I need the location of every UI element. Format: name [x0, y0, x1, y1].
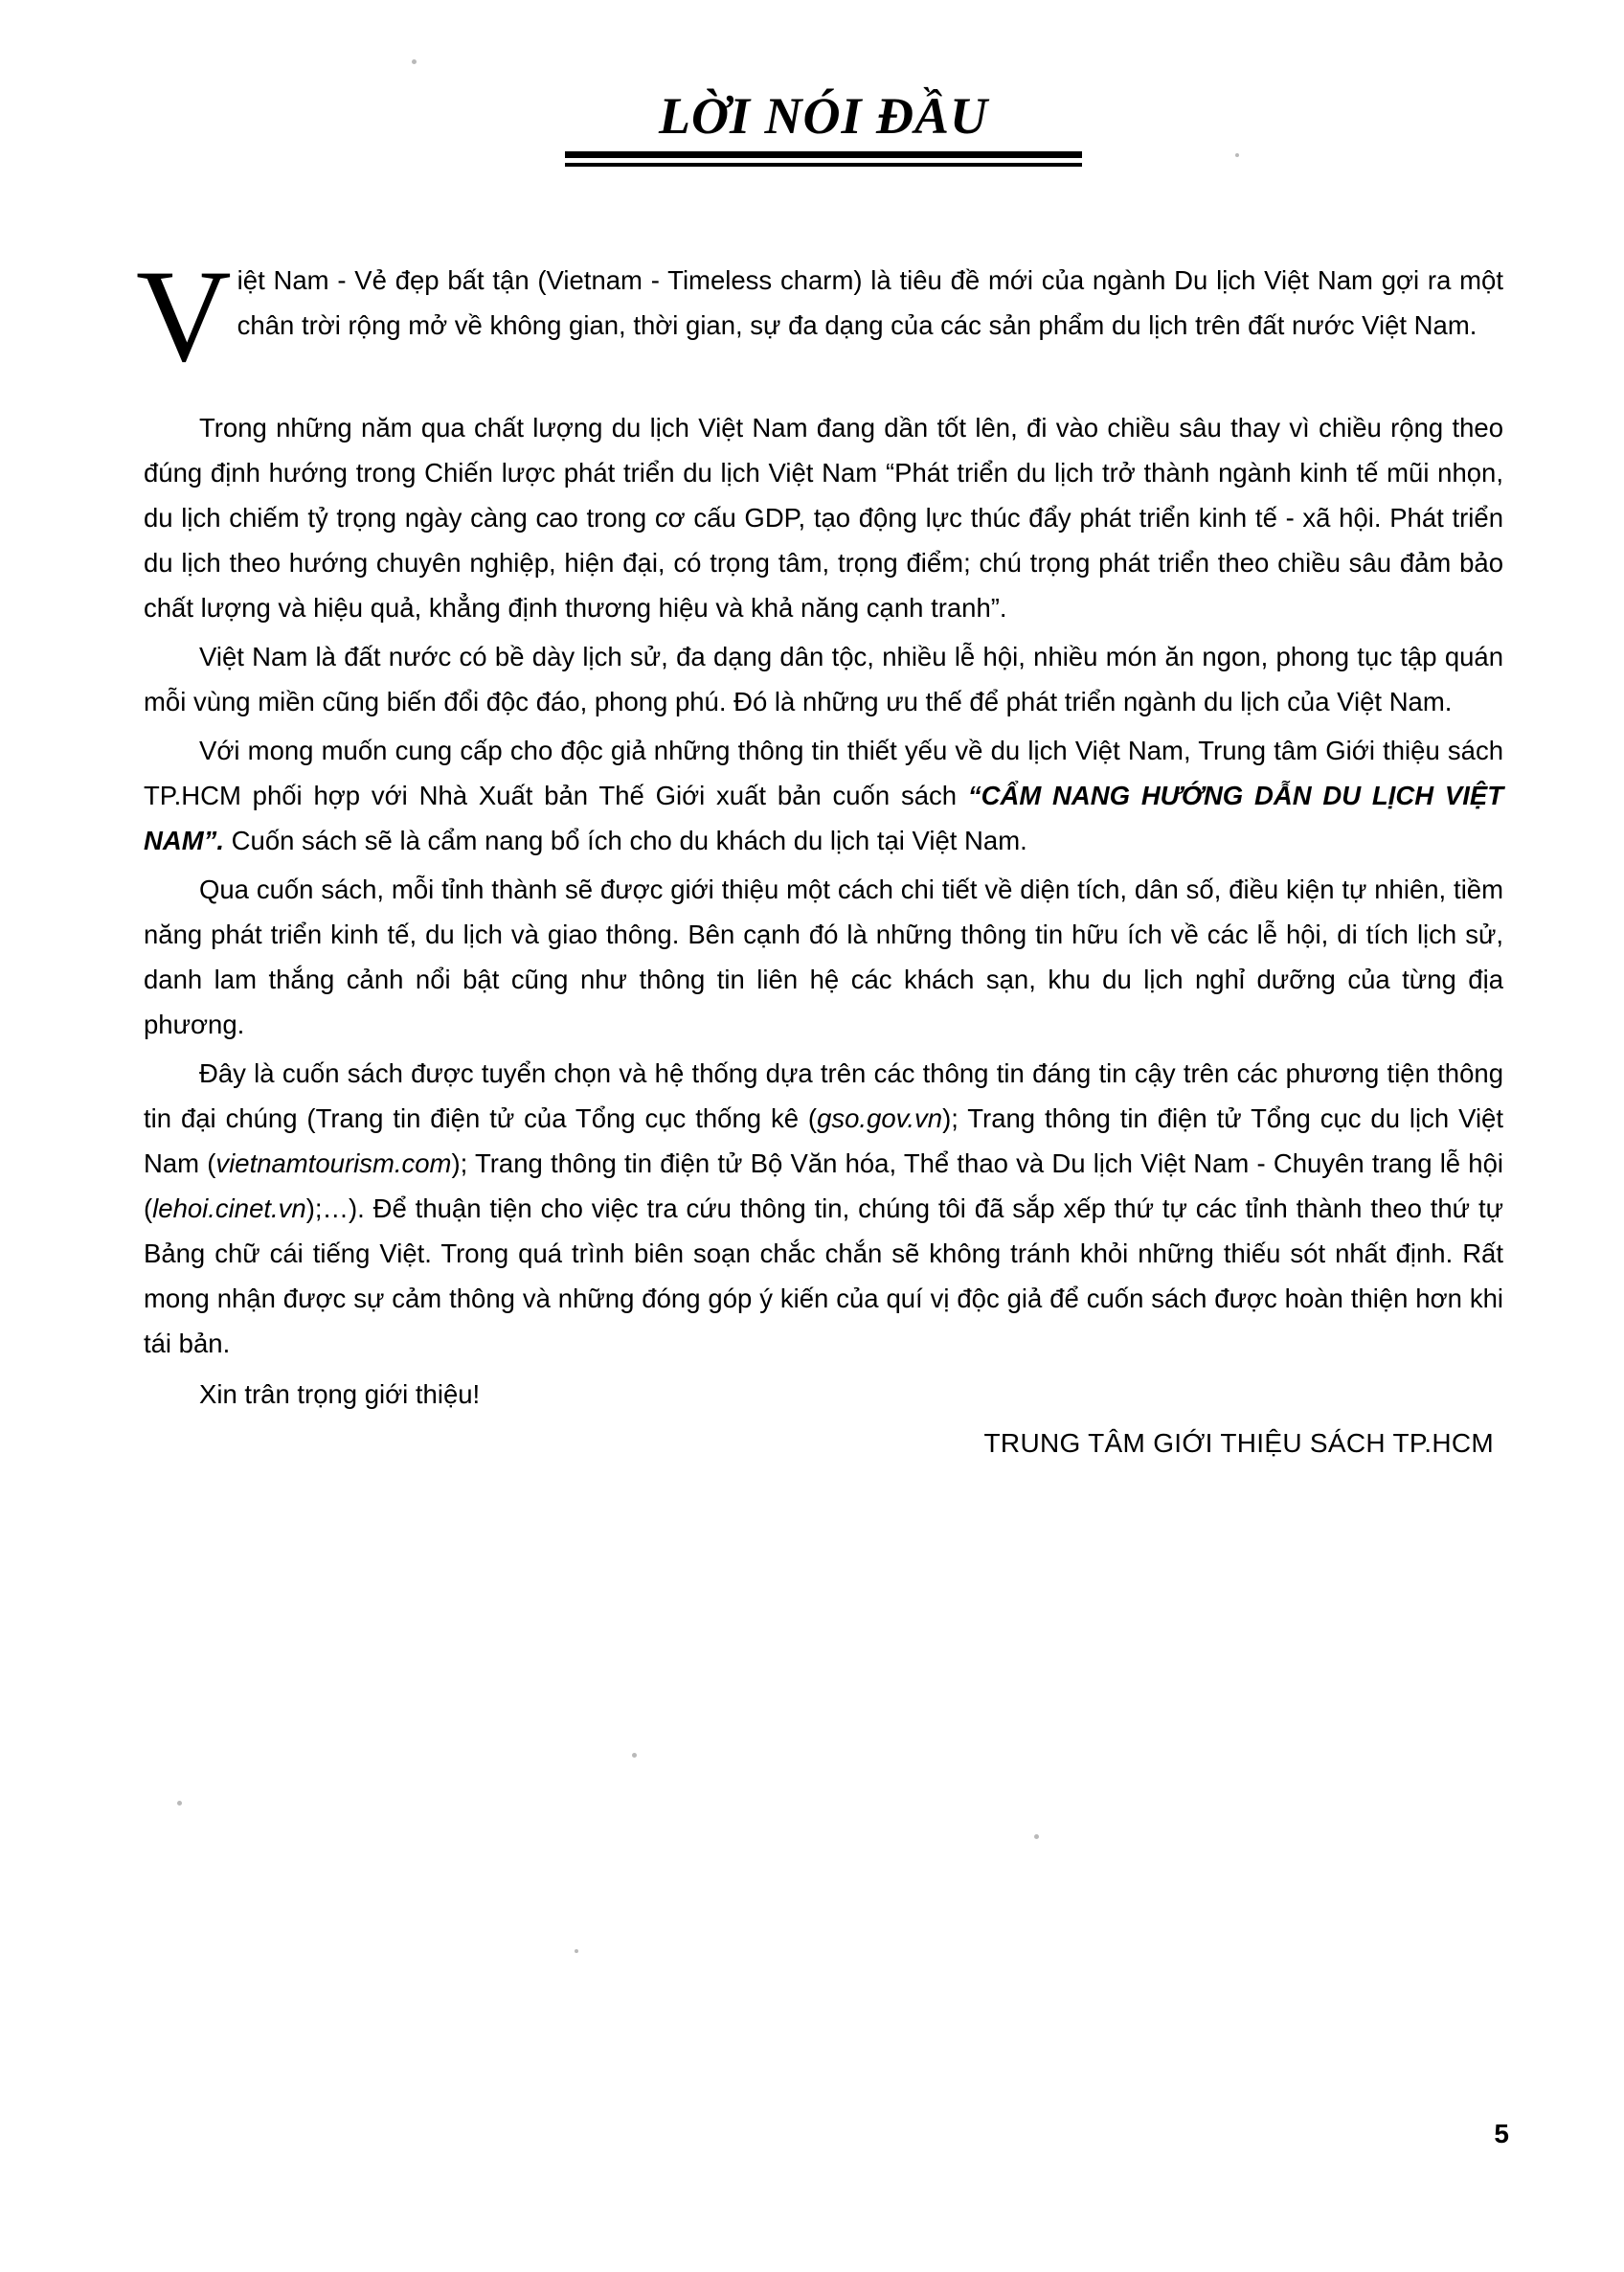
paragraph-intro-text: iệt Nam - Vẻ đẹp bất tận (Vietnam - Timeless charm) là tiêu đề mới của ngành Du lịch Việt Nam gợi ra một chân trời rộng mở về không gian, thời gian, sự đa dạng của các sản phẩm du lịch trên đất nước Việt Nam.	[237, 265, 1503, 340]
scan-speck	[1034, 1834, 1039, 1839]
scan-speck	[177, 1801, 182, 1806]
page-content	[136, 57, 1503, 1465]
book-title: “CẨM NANG HƯỚNG DẪN DU LỊCH VIỆT NAM”.	[144, 781, 1503, 855]
source-vietnamtourism: vietnamtourism.com	[215, 1148, 452, 1178]
paragraph-heritage: Việt Nam là đất nước có bề dày lịch sử, đa dạng dân tộc, nhiều lễ hội, nhiều món ăn ngon, phong tục tập quán mỗi vùng miền cũng biến đổi độc đáo, phong phú. Đó là những ưu thế để phát triển ngành du lịch của Việt Nam.	[144, 642, 1503, 716]
scan-speck	[412, 59, 417, 64]
page-title: LỜI NÓI ĐẦU	[658, 87, 989, 145]
scan-speck	[575, 1949, 578, 1953]
sources-part4: );…). Để thuận tiện cho việc tra cứu thông tin, chúng tôi đã sắp xếp thứ tự các tỉnh thành theo thứ tự Bảng chữ cái tiếng Việt. Trong quá trình biên soạn chắc chắn sẽ không tránh khỏi những thiếu sót nhất định. Rất mong nhận được sự cảm thông và những đóng góp ý kiến của quí vị độc giả để cuốn sách được hoàn thiện hơn khi tái bản.	[144, 1193, 1503, 1358]
paragraph-sources	[144, 1051, 1503, 1366]
title-underline	[565, 151, 1082, 167]
signature: TRUNG TÂM GIỚI THIỆU SÁCH TP.HCM	[983, 1428, 1494, 1458]
source-lehoi: lehoi.cinet.vn	[152, 1193, 306, 1223]
paragraph-intro	[136, 242, 1503, 401]
sources-part2: ); Trang thông tin điện tử Tổng cục du lịch Việt Nam (	[144, 1103, 1503, 1178]
scan-speck	[1235, 153, 1239, 157]
body-text	[136, 242, 1503, 1465]
closing-line: Xin trân trọng giới thiệu!	[199, 1379, 481, 1409]
publication-part1: Với mong muốn cung cấp cho độc giả những thông tin thiết yếu về du lịch Việt Nam, Trung tâm Giới thiệu sách TP.HCM phối hợp với Nhà Xuất bản Thế Giới xuất bản cuốn sách	[144, 736, 1503, 810]
title-rule-thick	[565, 151, 1082, 158]
publication-part2: Cuốn sách sẽ là cẩm nang bổ ích cho du khách du lịch tại Việt Nam.	[224, 826, 1027, 855]
source-gso: gso.gov.vn	[817, 1103, 943, 1133]
page-number: 5	[1494, 2119, 1509, 2148]
paragraph-quality: Trong những năm qua chất lượng du lịch Việt Nam đang dần tốt lên, đi vào chiều sâu thay vì chiều rộng theo đúng định hướng trong Chiến lược phát triển du lịch Việt Nam “Phát triển du lịch trở thành ngành kinh tế mũi nhọn, du lịch chiếm tỷ trọng ngày càng cao trong cơ cấu GDP, tạo động lực thúc đẩy phát triển kinh tế - xã hội. Phát triển du lịch theo hướng chuyên nghiệp, hiện đại, có trọng tâm, trọng điểm; chú trọng phát triển theo chiều sâu đảm bảo chất lượng và hiệu quả, khẳng định thương hiệu và khả năng cạnh tranh”.	[144, 413, 1503, 623]
sources-part1: Đây là cuốn sách được tuyển chọn và hệ thống dựa trên các thông tin đáng tin cậy trên các phương tiện thông tin đại chúng (Trang tin điện tử của Tổng cục thống kê (	[144, 1058, 1503, 1133]
paragraph-contents: Qua cuốn sách, mỗi tỉnh thành sẽ được giới thiệu một cách chi tiết về diện tích, dân số, điều kiện tự nhiên, tiềm năng phát triển kinh tế, du lịch và giao thông. Bên cạnh đó là những thông tin hữu ích về các lễ hội, di tích lịch sử, danh lam thắng cảnh nổi bật cũng như thông tin liên hệ các khách sạn, khu du lịch nghỉ dưỡng của từng địa phương.	[144, 875, 1503, 1039]
title-block	[144, 86, 1503, 167]
paragraph-publication	[144, 728, 1503, 863]
title-rule-thin	[565, 163, 1082, 167]
drop-cap: V	[136, 242, 232, 389]
sources-part3: ); Trang thông tin điện tử Bộ Văn hóa, Thể thao và Du lịch Việt Nam - Chuyên trang lễ hội (	[144, 1148, 1503, 1223]
scan-speck	[632, 1753, 637, 1758]
